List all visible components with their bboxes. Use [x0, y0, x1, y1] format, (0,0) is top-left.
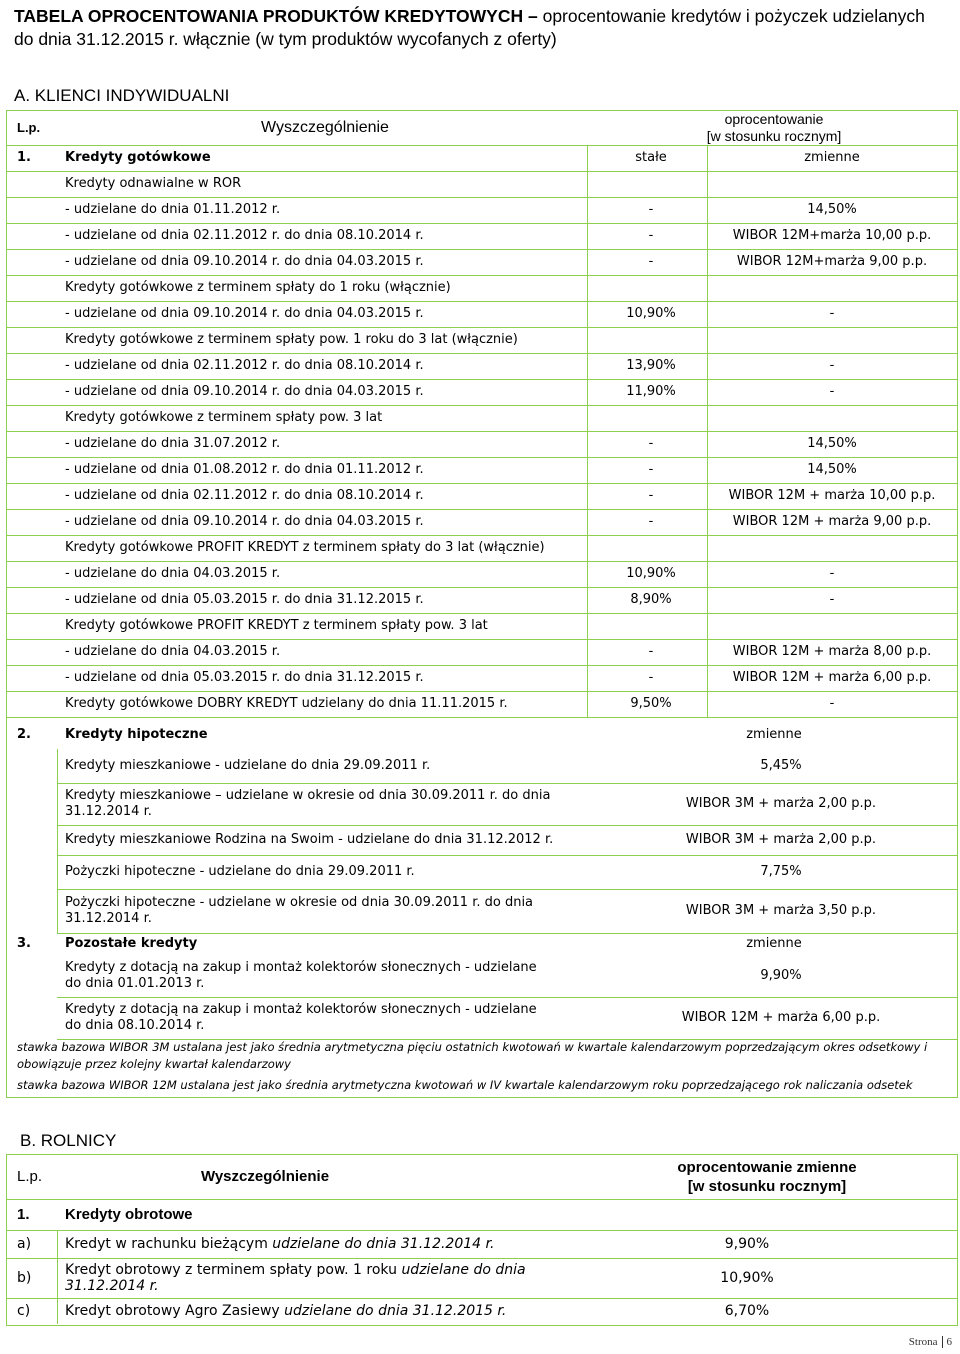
row-variable-rate: 14,50%	[807, 462, 857, 477]
document-title	[14, 5, 949, 51]
table-row	[7, 561, 957, 588]
row-variable-rate: WIBOR 12M + marża 8,00 p.p.	[732, 644, 932, 659]
row-fixed-rate: -	[648, 228, 654, 243]
footer-page-number: 6	[946, 1336, 952, 1348]
title-normal: oprocentowanie kredytów i pożyczek udzielanych do dnia 31.12.2015 r. włącznie (w tym produktów wycofanych z oferty)	[14, 6, 925, 49]
other-row-description: Kredyty z dotacją na zakup i montaż kolektorów słonecznych - udzielane do dnia 08.10.2014 r.	[65, 1002, 537, 1033]
row-lp	[17, 171, 57, 197]
credit-row-description	[65, 1298, 535, 1324]
credit-row-lp: a)	[17, 1236, 32, 1252]
other-row-rate: WIBOR 12M + marża 6,00 p.p.	[681, 1010, 881, 1025]
row-variable-rate: -	[829, 384, 835, 399]
row-fixed-rate: 11,90%	[626, 384, 676, 399]
row-description: Kredyty gotówkowe PROFIT KREDYT z terminem spłaty do 3 lat (włącznie)	[65, 540, 545, 555]
row-fixed-rate: 10,90%	[626, 566, 676, 581]
mortgage-lp: 2.	[17, 727, 31, 742]
row-variable-rate	[707, 613, 957, 639]
row-lp	[17, 665, 57, 691]
credit-row	[7, 1230, 957, 1259]
table-row	[7, 665, 957, 692]
row-description: - udzielane od dnia 09.10.2014 r. do dnia 04.03.2015 r.	[65, 514, 424, 529]
mortgage-row	[57, 783, 957, 826]
other-row	[57, 955, 957, 998]
row-lp	[17, 509, 57, 535]
mortgage-row-rate: WIBOR 3M + marża 2,00 p.p.	[685, 796, 877, 811]
row-fixed-rate: -	[648, 202, 654, 217]
section-a-heading: A. KLIENCI INDYWIDUALNI	[14, 86, 230, 105]
row-lp	[17, 353, 57, 379]
credit-row-rate: 9,90%	[724, 1236, 770, 1252]
header-b-desc: Wyszczególnienie	[200, 1168, 330, 1185]
mortgage-row-description: Pożyczki hipoteczne - udzielane w okresie od dnia 30.09.2011 r. do dnia 31.12.2014 r.	[65, 895, 534, 926]
other-title: Pozostałe kredyty	[65, 936, 198, 951]
row-variable-rate: 14,50%	[807, 202, 857, 217]
row-description: Kredyty gotówkowe	[65, 150, 211, 165]
other-header-row	[7, 933, 957, 955]
row-lp	[17, 223, 57, 249]
mortgage-row-rate: 5,45%	[760, 758, 802, 773]
credit-name: Kredyt obrotowy Agro Zasiewy	[65, 1303, 280, 1319]
row-lp	[17, 535, 57, 561]
group-lp: 1.	[17, 1205, 30, 1223]
mortgage-row-description: Kredyty mieszkaniowe – udzielane w okresie od dnia 30.09.2011 r. do dnia 31.12.2014 r.	[65, 788, 551, 819]
credit-row-description	[65, 1258, 535, 1298]
table-row	[7, 457, 957, 484]
credit-row-lp: b)	[17, 1270, 32, 1286]
row-description: - udzielane od dnia 02.11.2012 r. do dnia 08.10.2014 r.	[65, 488, 424, 503]
table-row	[7, 379, 957, 406]
column-divider	[587, 145, 588, 717]
table-header	[7, 111, 957, 146]
credit-row-rate: 6,70%	[724, 1303, 770, 1319]
row-fixed-rate	[591, 535, 711, 561]
row-fixed-rate: stałe	[635, 150, 667, 165]
row-description: Kredyty gotówkowe z terminem spłaty pow. 3 lat	[65, 410, 383, 425]
table-row	[7, 483, 957, 510]
group-row	[7, 1199, 957, 1231]
row-variable-rate: WIBOR 12M+marża 10,00 p.p.	[732, 228, 932, 243]
row-description: - udzielane od dnia 09.10.2014 r. do dnia 04.03.2015 r.	[65, 306, 424, 321]
row-fixed-rate: -	[648, 514, 654, 529]
row-variable-rate	[707, 171, 957, 197]
table-row	[7, 509, 957, 536]
row-description: - udzielane do dnia 04.03.2015 r.	[65, 644, 281, 659]
row-variable-rate	[707, 405, 957, 431]
header-rate	[591, 111, 957, 145]
column-divider	[57, 749, 58, 933]
row-fixed-rate: -	[648, 488, 654, 503]
row-fixed-rate	[591, 327, 711, 353]
mortgage-variable-label: zmienne	[746, 727, 802, 742]
row-variable-rate: WIBOR 12M+marża 9,00 p.p.	[736, 254, 928, 269]
credit-row-description-text	[65, 1262, 535, 1294]
row-description: Kredyty odnawialne w ROR	[65, 176, 242, 191]
table-row	[7, 301, 957, 328]
other-row-description: Kredyty z dotacją na zakup i montaż kolektorów słonecznych - udzielane do dnia 01.01.2013 r.	[65, 960, 537, 991]
row-description: Kredyty gotówkowe PROFIT KREDYT z terminem spłaty pow. 3 lat	[65, 618, 488, 633]
row-fixed-rate	[591, 171, 711, 197]
row-lp	[17, 483, 57, 509]
row-variable-rate: WIBOR 12M + marża 6,00 p.p.	[732, 670, 932, 685]
table-row	[7, 223, 957, 250]
row-lp	[17, 431, 57, 457]
row-description: Kredyty gotówkowe z terminem spłaty pow. 1 roku do 3 lat (włącznie)	[65, 332, 518, 347]
credit-name: Kredyt obrotowy z terminem spłaty pow. 1 roku	[65, 1262, 397, 1278]
mortgage-row	[57, 855, 957, 890]
row-lp	[17, 613, 57, 639]
row-lp	[17, 275, 57, 301]
table-row	[7, 613, 957, 640]
table-row	[7, 587, 957, 614]
title-bold: TABELA OPROCENTOWANIA PRODUKTÓW KREDYTOWYCH –	[14, 6, 538, 26]
row-lp	[17, 197, 57, 223]
other-lp: 3.	[17, 936, 31, 951]
row-description: - udzielane do dnia 31.07.2012 r.	[65, 436, 281, 451]
credit-row-lp: c)	[17, 1303, 31, 1319]
row-lp: 1.	[17, 150, 31, 165]
mortgage-row	[57, 825, 957, 856]
row-fixed-rate: -	[648, 254, 654, 269]
table-header-b	[7, 1155, 957, 1200]
footer-label: Strona	[908, 1336, 938, 1348]
table-row	[7, 171, 957, 198]
table-row	[7, 405, 957, 432]
credit-name: Kredyt w rachunku bieżącym	[65, 1236, 268, 1252]
mortgage-row-description: Kredyty mieszkaniowe Rodzina na Swoim - udzielane do dnia 31.12.2012 r.	[65, 832, 554, 847]
mortgage-row	[57, 889, 957, 934]
credit-validity: udzielane do dnia 31.12.2015 r.	[284, 1303, 507, 1319]
row-variable-rate: -	[829, 592, 835, 607]
row-fixed-rate: -	[648, 670, 654, 685]
table-row	[7, 691, 957, 718]
row-description: - udzielane od dnia 02.11.2012 r. do dnia 08.10.2014 r.	[65, 358, 424, 373]
row-variable-rate: -	[829, 696, 835, 711]
row-variable-rate: WIBOR 12M + marża 10,00 p.p.	[728, 488, 936, 503]
table-row	[7, 275, 957, 302]
row-description: - udzielane do dnia 01.11.2012 r.	[65, 202, 281, 217]
mortgage-header-row	[7, 721, 957, 749]
header-lp: L.p.	[17, 120, 41, 135]
row-variable-rate: -	[829, 358, 835, 373]
row-description: - udzielane od dnia 05.03.2015 r. do dnia 31.12.2015 r.	[65, 670, 424, 685]
row-lp	[17, 561, 57, 587]
row-fixed-rate	[591, 275, 711, 301]
credit-validity: udzielane do dnia 31.12.2014 r.	[272, 1236, 495, 1252]
section-b-heading: B. ROLNICY	[20, 1131, 117, 1150]
note-wibor-3m: stawka bazowa WIBOR 3M ustalana jest jako średnia arytmetyczna pięciu ostatnich kwotowań w kwartale kalendarzowym poprzedzającym okres odsetkowy i obowiązuje przez kolejny kwartał kalendarzowy	[17, 1040, 928, 1071]
row-description: Kredyty gotówkowe z terminem spłaty do 1 roku (włącznie)	[65, 280, 451, 295]
row-description: - udzielane od dnia 02.11.2012 r. do dnia 08.10.2014 r.	[65, 228, 424, 243]
other-variable-label: zmienne	[746, 936, 802, 951]
row-description: Kredyty gotówkowe DOBRY KREDYT udzielany do dnia 11.11.2015 r.	[65, 696, 508, 711]
table-row	[7, 353, 957, 380]
mortgage-row-description: Pożyczki hipoteczne - udzielane do dnia 29.09.2011 r.	[65, 864, 415, 879]
table-row	[7, 327, 957, 354]
row-fixed-rate: -	[648, 644, 654, 659]
row-description: - udzielane od dnia 09.10.2014 r. do dnia 04.03.2015 r.	[65, 384, 424, 399]
row-fixed-rate	[591, 613, 711, 639]
table-row	[7, 431, 957, 458]
credit-row	[7, 1298, 957, 1324]
mortgage-row-description: Kredyty mieszkaniowe - udzielane do dnia 29.09.2011 r.	[65, 758, 431, 773]
row-fixed-rate: 8,90%	[630, 592, 672, 607]
group-title: Kredyty obrotowe	[65, 1205, 193, 1223]
credit-row-description-text	[65, 1303, 506, 1319]
other-row	[57, 997, 957, 1040]
table-row	[7, 145, 957, 172]
header-rate-line1: oprocentowanie	[724, 111, 824, 127]
header-desc: Wyszczególnienie	[261, 119, 389, 136]
row-variable-rate: WIBOR 12M + marża 9,00 p.p.	[732, 514, 932, 529]
table-row	[7, 249, 957, 276]
row-variable-rate	[707, 275, 957, 301]
table-row	[7, 639, 957, 666]
row-fixed-rate: 10,90%	[626, 306, 676, 321]
credit-row-description-text	[65, 1236, 494, 1252]
row-description: - udzielane od dnia 01.08.2012 r. do dnia 01.11.2012 r.	[65, 462, 424, 477]
row-lp	[17, 639, 57, 665]
column-divider	[707, 145, 708, 717]
row-variable-rate: 14,50%	[807, 436, 857, 451]
note-wibor-12m: stawka bazowa WIBOR 12M ustalana jest jako średnia arytmetyczna kwotowań w IV kwartale kalendarzowym roku poprzedzającego rok naliczania odsetek	[17, 1078, 913, 1092]
header-b-rate-line2: [w stosunku rocznym]	[687, 1178, 847, 1195]
row-description: - udzielane od dnia 05.03.2015 r. do dnia 31.12.2015 r.	[65, 592, 424, 607]
mortgage-row-rate: WIBOR 3M + marża 3,50 p.p.	[685, 903, 877, 918]
row-lp	[17, 457, 57, 483]
section-a-table	[6, 110, 958, 1098]
credit-row	[7, 1258, 957, 1299]
row-lp	[17, 691, 57, 717]
page-footer	[909, 1336, 952, 1348]
credit-row-rate: 10,90%	[720, 1270, 774, 1286]
row-description: - udzielane od dnia 09.10.2014 r. do dnia 04.03.2015 r.	[65, 254, 424, 269]
row-fixed-rate	[591, 405, 711, 431]
row-variable-rate: zmienne	[804, 150, 860, 165]
table-row	[7, 197, 957, 224]
table-row	[7, 535, 957, 562]
row-fixed-rate: 13,90%	[626, 358, 676, 373]
row-lp	[17, 405, 57, 431]
row-fixed-rate: 9,50%	[630, 696, 672, 711]
row-description: - udzielane do dnia 04.03.2015 r.	[65, 566, 281, 581]
mortgage-title: Kredyty hipoteczne	[65, 727, 208, 742]
credit-row-description	[65, 1230, 535, 1258]
row-fixed-rate: -	[648, 462, 654, 477]
row-variable-rate	[707, 327, 957, 353]
row-lp	[17, 249, 57, 275]
header-b-rate	[627, 1155, 907, 1199]
mortgage-row-rate: WIBOR 3M + marża 2,00 p.p.	[685, 832, 877, 847]
row-fixed-rate: -	[648, 436, 654, 451]
mortgage-row	[57, 749, 957, 784]
section-b-table	[6, 1154, 958, 1326]
row-variable-rate: -	[829, 566, 835, 581]
row-lp	[17, 379, 57, 405]
header-b-rate-line1: oprocentowanie zmienne	[677, 1159, 857, 1176]
row-lp	[17, 327, 57, 353]
header-rate-line2: [w stosunku rocznym]	[706, 128, 842, 144]
column-divider	[57, 1230, 58, 1324]
row-lp	[17, 587, 57, 613]
mortgage-row-rate: 7,75%	[760, 864, 802, 879]
row-variable-rate: -	[829, 306, 835, 321]
row-variable-rate	[707, 535, 957, 561]
credit-validity: udzielane do dnia 31.12.2014 r.	[65, 1262, 526, 1294]
row-lp	[17, 301, 57, 327]
header-b-lp: L.p.	[17, 1168, 43, 1185]
other-row-rate: 9,90%	[760, 968, 802, 983]
